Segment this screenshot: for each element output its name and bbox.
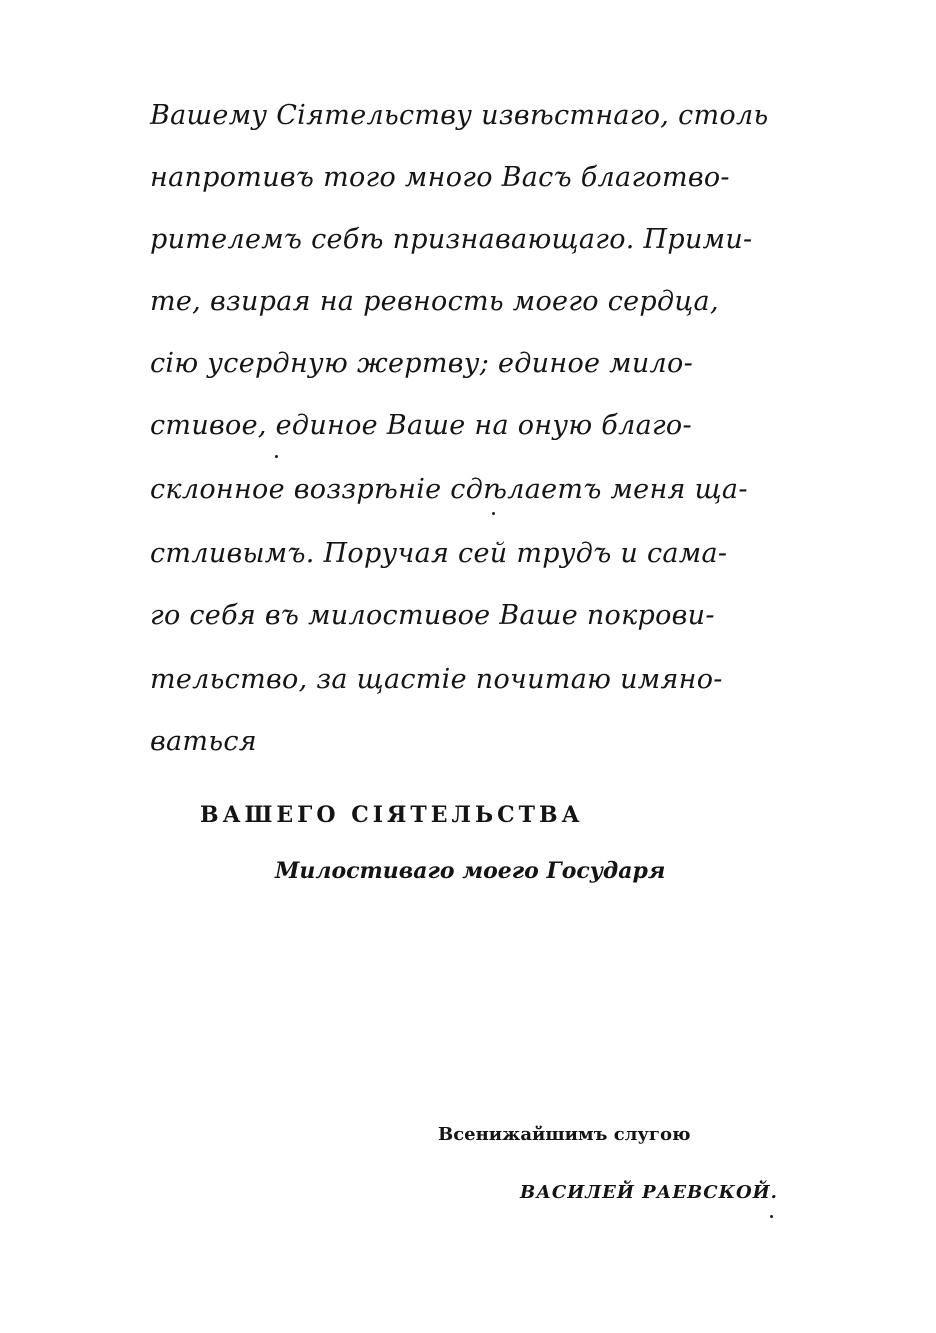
body-line-11: ваться [150,726,257,757]
body-line-1: Вашему Сіятельству извѣстнаго, столь [150,100,769,131]
body-line-5: сію усердную жертву; единое мило- [150,348,694,379]
body-line-6: стивое, единое Ваше на оную благо- [150,410,692,441]
body-line-2: напротивъ того много Васъ благотво- [150,162,730,193]
salutation-heading: ВАШЕГО СІЯТЕЛЬСТВА [200,802,584,828]
ink-speck [770,1215,773,1218]
salutation-subheading: Милостиваго моего Государя [275,858,666,884]
body-line-10: тельство, за щастіе почитаю имяно- [150,664,723,695]
body-line-3: рителемъ себѣ признавающаго. Прими- [150,224,753,255]
ink-speck [275,455,278,458]
body-line-4: те, взирая на ревность моего сердца, [150,286,719,317]
ink-speck [492,512,495,515]
body-line-7: склонное воззрѣніе сдѣлаетъ меня ща- [150,474,748,505]
signoff-line: Всенижайшимъ слугою [438,1124,691,1145]
body-line-8: стливымъ. Поручая сей трудъ и сама- [150,538,728,569]
author-signature: ВАСИЛЕЙ РАЕВСКОЙ. [520,1182,778,1203]
body-line-9: го себя въ милостивое Ваше покрови- [150,600,715,631]
